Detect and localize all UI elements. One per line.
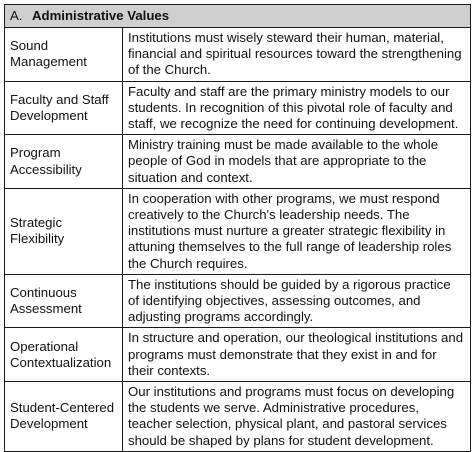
- table-row: [5, 28, 471, 82]
- value-name: Operational Contextualization: [5, 328, 123, 382]
- section-header: [5, 5, 471, 28]
- section-title: Administrative Values: [32, 7, 170, 23]
- value-name: Program Accessibility: [5, 135, 123, 189]
- value-description: Our institutions and programs must focus on developing the students we serve. Administrative procedures, teacher selection, physical plant, and pastoral services should be shaped by plans for student development.: [123, 382, 471, 452]
- value-name: Sound Management: [5, 28, 123, 82]
- value-name: Strategic Flexibility: [5, 188, 123, 274]
- value-description: In structure and operation, our theological institutions and programs must demonstrate that they exist in and for their contexts.: [123, 328, 471, 382]
- table-row: [5, 188, 471, 274]
- table-row: [5, 328, 471, 382]
- value-name: Continuous Assessment: [5, 274, 123, 328]
- value-description: Institutions must wisely steward their human, material, financial and spiritual resources toward the strengthening of the Church.: [123, 28, 471, 82]
- administrative-values-table: [4, 4, 471, 452]
- value-description: Ministry training must be made available to the whole people of God in models that are appropriate to the situation and context.: [123, 135, 471, 189]
- table-row: [5, 135, 471, 189]
- value-description: Faculty and staff are the primary ministry models to our students. In recognition of this pivotal role of faculty and staff, we recognize the need for continuing development.: [123, 81, 471, 135]
- table-row: [5, 382, 471, 452]
- value-name: Faculty and Staff Development: [5, 81, 123, 135]
- table-row: [5, 274, 471, 328]
- value-name: Student-Centered Development: [5, 382, 123, 452]
- value-description: In cooperation with other programs, we must respond creatively to the Church's leadership needs. The institutions must nurture a greater strategic flexibility in attuning themselves to the full range of leadership roles the Church requires.: [123, 188, 471, 274]
- section-header-row: [5, 5, 471, 28]
- table-row: [5, 81, 471, 135]
- value-description: The institutions should be guided by a rigorous practice of identifying objectives, assessing outcomes, and adjusting programs accordingly.: [123, 274, 471, 328]
- section-letter: A.: [10, 7, 23, 23]
